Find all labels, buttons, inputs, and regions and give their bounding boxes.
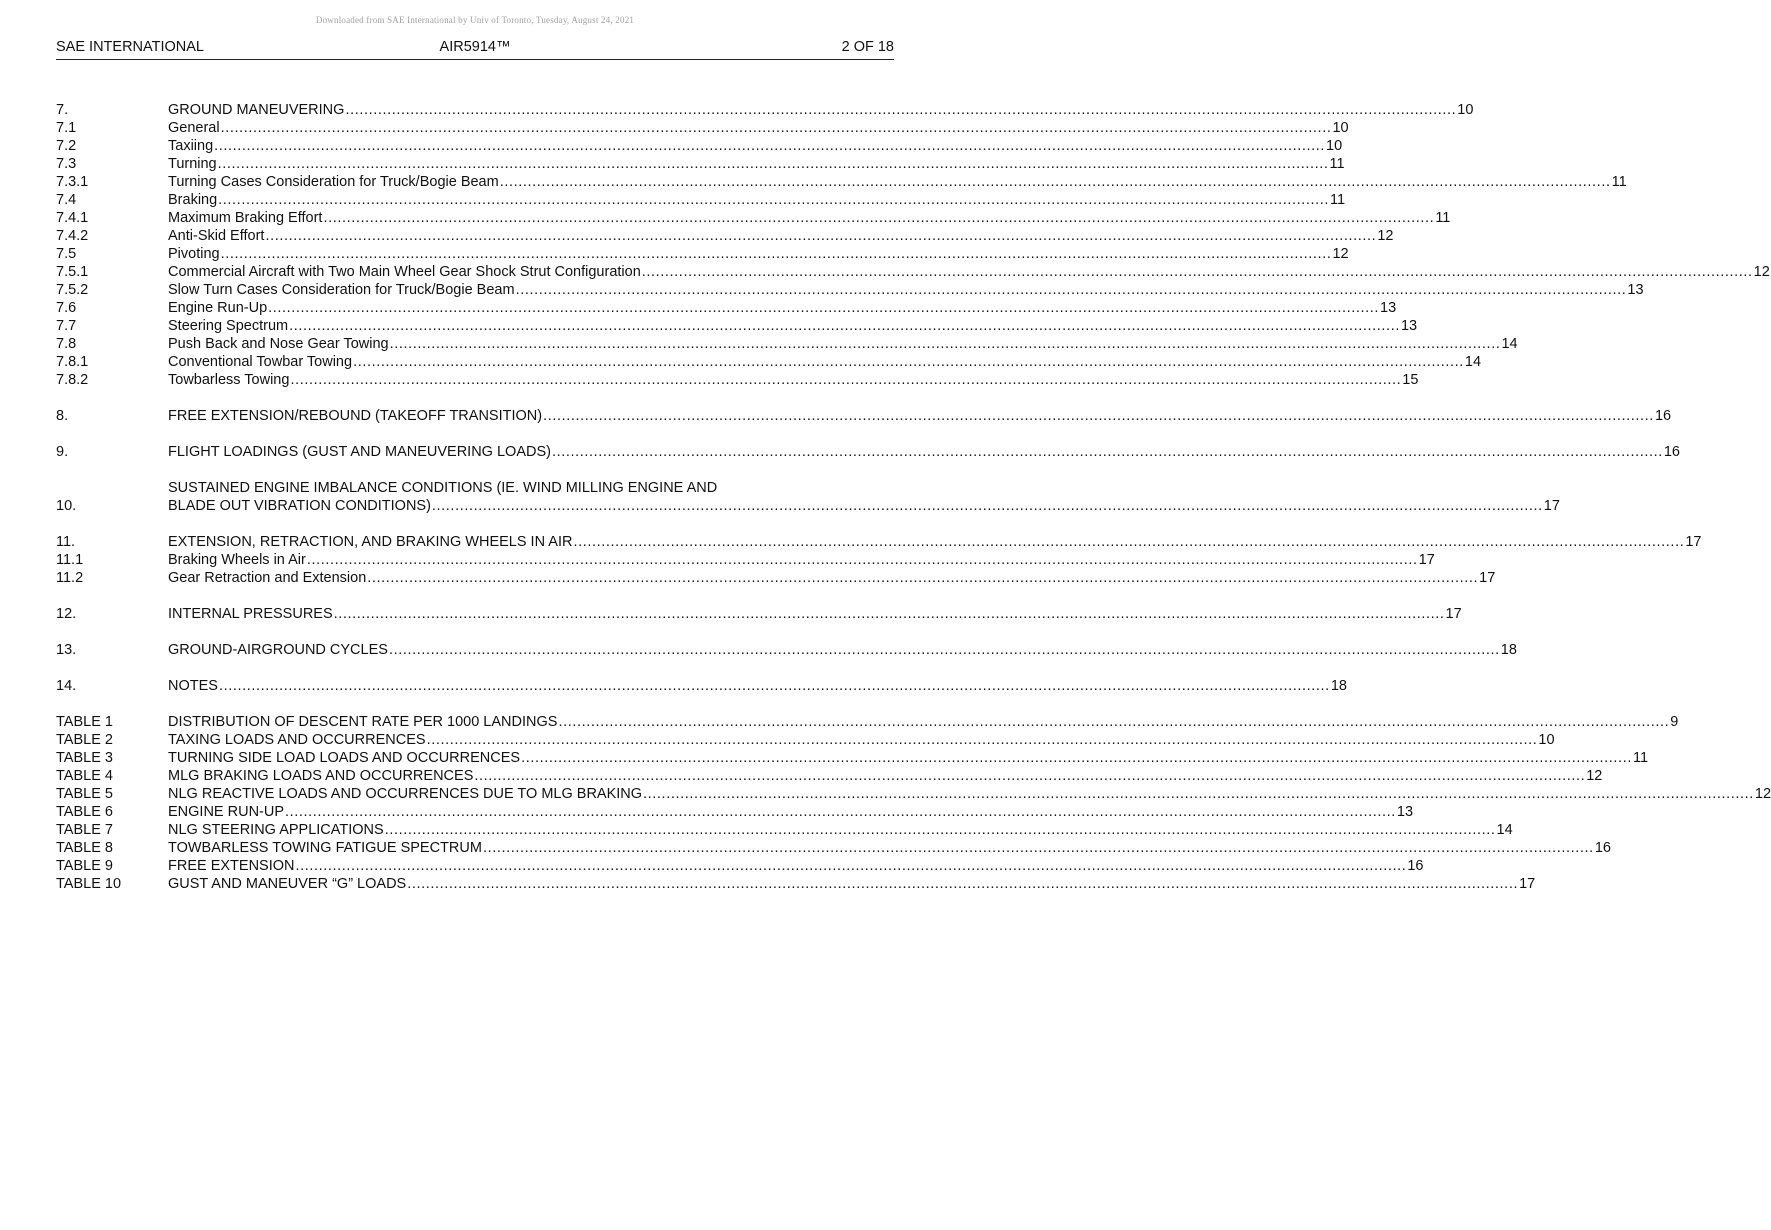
dot-leader: [427, 731, 1538, 749]
toc-entry-title: NOTES: [168, 678, 218, 694]
toc-entry-number: 7.4: [56, 192, 77, 208]
header-page-number: 2 OF 18: [841, 39, 894, 55]
toc-entry-title: ENGINE RUN-UP: [168, 804, 285, 820]
toc-entry-number: 7.2: [56, 138, 77, 154]
dot-leader: [268, 299, 1379, 317]
toc-entry[interactable]: [56, 263, 1770, 281]
dot-leader: [500, 173, 1611, 191]
toc-entry-page: 13: [1396, 804, 1414, 820]
toc-entry-title: Engine Run-Up: [168, 300, 268, 316]
dot-leader: [323, 209, 1434, 227]
toc-entry-page: 16: [1594, 840, 1611, 856]
dot-leader: [474, 767, 1585, 785]
toc-entry-title: Gear Retraction and Extension: [168, 570, 367, 586]
toc-entry[interactable]: [56, 407, 1672, 425]
toc-entry-number: 7.7: [56, 318, 77, 334]
toc-entry[interactable]: [56, 155, 1345, 173]
toc-entry-number: 7.4.1: [56, 210, 89, 226]
toc-entry[interactable]: [56, 569, 1496, 587]
toc-entry-page: 14: [1464, 354, 1482, 370]
toc-entry-number: 11.: [56, 534, 76, 550]
toc-entry-number: 7.8.2: [56, 372, 89, 388]
toc-entry-page: 12: [1586, 768, 1603, 784]
toc-entry-title: FREE EXTENSION: [168, 858, 295, 874]
toc-entry-number: 9.: [56, 444, 69, 460]
toc-entry-page: 13: [1380, 300, 1397, 316]
dot-leader: [296, 857, 1407, 875]
toc-entry[interactable]: [56, 137, 1343, 155]
toc-entry-number: TABLE 7: [56, 822, 113, 838]
dot-leader: [573, 533, 1684, 551]
toc-entry-page: 11: [1632, 750, 1649, 766]
dot-leader: [218, 155, 1329, 173]
page-header: [56, 39, 894, 60]
toc-entry-page: 12: [1753, 264, 1770, 280]
toc-entry[interactable]: [56, 785, 1771, 803]
toc-entry-page: 14: [1501, 336, 1518, 352]
toc-entry-page: 17: [1685, 534, 1702, 550]
toc-entry[interactable]: [56, 299, 1397, 317]
toc-entry-title: TURNING SIDE LOAD LOADS AND OCCURRENCES: [168, 750, 521, 766]
toc-entry[interactable]: [56, 209, 1451, 227]
toc-entry-title: Maximum Braking Effort: [168, 210, 323, 226]
toc-entry-page: 17: [1479, 570, 1496, 586]
toc-entry-title: Turning: [168, 156, 217, 172]
toc-entry-number: 7.5.2: [56, 282, 89, 298]
toc-entry[interactable]: [56, 101, 1474, 119]
toc-entry-number: TABLE 6: [56, 804, 113, 820]
toc-entry-page: 10: [1332, 120, 1349, 136]
toc-entry-page: 17: [1445, 606, 1462, 622]
dot-leader: [289, 317, 1400, 335]
toc-entry-number: 7.8: [56, 336, 77, 352]
toc-entry-number: 7.5: [56, 246, 77, 262]
toc-entry-page: 12: [1754, 786, 1771, 802]
toc-entry-title: Conventional Towbar Towing: [168, 354, 353, 370]
dot-leader: [389, 641, 1500, 659]
toc-entry-page: 11: [1329, 156, 1345, 172]
toc-entry-number: 7.6: [56, 300, 77, 316]
toc-entry-title: Slow Turn Cases Consideration for Truck/Bogie Beam: [168, 282, 515, 298]
toc-entry-title: MLG BRAKING LOADS AND OCCURRENCES: [168, 768, 474, 784]
toc-entry-page: 15: [1402, 372, 1419, 388]
toc-entry-title: Anti-Skid Effort: [168, 228, 265, 244]
dot-leader: [543, 407, 1654, 425]
toc-entry-page: 16: [1663, 444, 1680, 460]
toc-entry[interactable]: [56, 281, 1644, 299]
toc-entry-page: 11: [1611, 174, 1627, 190]
toc-entry-title: Braking Wheels in Air: [168, 552, 306, 568]
toc-entry-title-line1: SUSTAINED ENGINE IMBALANCE CONDITIONS (IE. WIND MILLING ENGINE AND: [168, 480, 718, 496]
dot-leader: [218, 191, 1329, 209]
toc-entry-page: 13: [1627, 282, 1644, 298]
dot-leader: [265, 227, 1376, 245]
toc-entry[interactable]: [56, 821, 1513, 839]
toc-entry-page: 10: [1538, 732, 1555, 748]
dot-leader: [390, 335, 1501, 353]
toc-entry[interactable]: [56, 803, 1414, 821]
toc-entry-title: FREE EXTENSION/REBOUND (TAKEOFF TRANSITION): [168, 408, 543, 424]
toc-entry-title: Steering Spectrum: [168, 318, 289, 334]
toc-entry-title: GROUND MANEUVERING: [168, 102, 345, 118]
toc-entry[interactable]: [56, 767, 1603, 785]
toc-entry-title: EXTENSION, RETRACTION, AND BRAKING WHEELS IN AIR: [168, 534, 573, 550]
toc-entry[interactable]: [56, 245, 1349, 263]
toc-entry-number: 8.: [56, 408, 69, 424]
toc-entry-number: 7.4.2: [56, 228, 89, 244]
toc-entry[interactable]: [56, 479, 1560, 515]
toc-entry-page: 18: [1500, 642, 1517, 658]
toc-entry[interactable]: [56, 605, 1462, 623]
toc-entry-page: 11: [1435, 210, 1451, 226]
download-watermark: Downloaded from SAE International by Univ of Toronto, Tuesday, August 24, 2021: [315, 15, 635, 25]
toc-entry-title: TOWBARLESS TOWING FATIGUE SPECTRUM: [168, 840, 482, 856]
dot-leader: [307, 551, 1418, 569]
dot-leader: [552, 443, 1663, 461]
toc-entry[interactable]: [56, 641, 1517, 659]
dot-leader: [345, 101, 1456, 119]
toc-entry-title: Towbarless Towing: [168, 372, 290, 388]
dot-leader: [285, 803, 1396, 821]
dot-leader: [385, 821, 1496, 839]
toc-entry-page: 17: [1519, 876, 1536, 892]
dot-leader: [221, 245, 1332, 263]
toc-entry-number: 13.: [56, 642, 77, 658]
toc-entry-number: 7.5.1: [56, 264, 89, 280]
toc-entry-title: DISTRIBUTION OF DESCENT RATE PER 1000 LANDINGS: [168, 714, 558, 730]
toc-entry[interactable]: [56, 191, 1346, 209]
toc-entry-number: 7.3: [56, 156, 77, 172]
toc-entry-page: 17: [1543, 498, 1560, 514]
dot-leader: [521, 749, 1632, 767]
toc-entry-page: 12: [1377, 228, 1394, 244]
dot-leader: [334, 605, 1445, 623]
toc-entry-number: 12.: [56, 606, 77, 622]
toc-entry-title: GROUND-AIRGROUND CYCLES: [168, 642, 388, 658]
header-document-id: AIR5914™: [439, 39, 511, 55]
toc-entry[interactable]: [56, 371, 1419, 389]
toc-entry-title: NLG STEERING APPLICATIONS: [168, 822, 384, 838]
dot-leader: [643, 785, 1754, 803]
toc-entry-number: TABLE 10: [56, 876, 122, 892]
dot-leader: [407, 875, 1518, 893]
toc-entry[interactable]: [56, 533, 1702, 551]
dot-leader: [221, 119, 1332, 137]
toc-entry-title: GUST AND MANEUVER “G” LOADS: [168, 876, 407, 892]
toc-entry-number: TABLE 5: [56, 786, 113, 802]
toc-entry-page: 13: [1400, 318, 1418, 334]
toc-entry-page: 10: [1326, 138, 1343, 154]
toc-entry-page: 10: [1457, 102, 1474, 118]
toc-entry-page: 16: [1654, 408, 1672, 424]
dot-leader: [516, 281, 1627, 299]
toc-entry-number: 7.8.1: [56, 354, 89, 370]
toc-entry-title: Commercial Aircraft with Two Main Wheel Gear Shock Strut Configuration: [168, 264, 641, 280]
toc-entry[interactable]: [56, 731, 1555, 749]
toc-entry-number: 7.3.1: [56, 174, 89, 190]
toc-entry-page: 17: [1418, 552, 1435, 568]
toc-entry[interactable]: [56, 443, 1680, 461]
toc-entry-title: General: [168, 120, 220, 136]
toc-entry-number: 7.1: [56, 120, 77, 136]
toc-entry-page: 16: [1407, 858, 1424, 874]
table-of-contents: [56, 101, 1771, 893]
dot-leader: [642, 263, 1753, 281]
toc-entry[interactable]: [56, 749, 1649, 767]
toc-entry[interactable]: [56, 335, 1518, 353]
dot-leader: [558, 713, 1669, 731]
toc-entry-title: INTERNAL PRESSURES: [168, 606, 333, 622]
toc-entry-page: 11: [1330, 192, 1346, 208]
toc-entry[interactable]: [56, 857, 1424, 875]
toc-entry-number: 11.1: [56, 552, 84, 568]
dot-leader: [290, 371, 1401, 389]
header-organization: SAE INTERNATIONAL: [56, 39, 204, 55]
toc-entry-number: 7.: [56, 102, 69, 118]
toc-entry-title: Turning Cases Consideration for Truck/Bogie Beam: [168, 174, 499, 190]
toc-entry-title: Braking: [168, 192, 218, 208]
toc-entry-number: 14.: [56, 678, 77, 694]
toc-entry[interactable]: [56, 317, 1418, 335]
toc-entry[interactable]: [56, 713, 1679, 731]
toc-entry-title: BLADE OUT VIBRATION CONDITIONS): [168, 498, 431, 514]
toc-entry-page: 18: [1330, 678, 1347, 694]
toc-entry[interactable]: [56, 677, 1347, 695]
toc-entry-number: TABLE 2: [56, 732, 113, 748]
toc-entry-number: TABLE 1: [56, 714, 113, 730]
toc-entry-number: 10.: [56, 498, 77, 514]
toc-entry-title: Taxiing: [168, 138, 214, 154]
toc-entry[interactable]: [56, 353, 1482, 371]
dot-leader: [353, 353, 1464, 371]
toc-entry[interactable]: [56, 119, 1349, 137]
dot-leader: [219, 677, 1330, 695]
toc-entry-title: Pivoting: [168, 246, 220, 262]
toc-entry-title: NLG REACTIVE LOADS AND OCCURRENCES DUE TO MLG BRAKING: [168, 786, 643, 802]
dot-leader: [367, 569, 1478, 587]
toc-entry-number: TABLE 3: [56, 750, 113, 766]
toc-entry-title: Push Back and Nose Gear Towing: [168, 336, 389, 352]
toc-entry[interactable]: [56, 839, 1611, 857]
toc-entry-number: TABLE 9: [56, 858, 113, 874]
toc-entry-title: FLIGHT LOADINGS (GUST AND MANEUVERING LOADS): [168, 444, 551, 460]
toc-entry-number: 11.2: [56, 570, 84, 586]
toc-entry-title: TAXING LOADS AND OCCURRENCES: [168, 732, 426, 748]
toc-entry-page: 14: [1496, 822, 1513, 838]
toc-entry[interactable]: [56, 875, 1536, 893]
toc-entry-number: TABLE 8: [56, 840, 113, 856]
dot-leader: [483, 839, 1594, 857]
toc-entry-page: 9: [1670, 714, 1679, 730]
toc-entry[interactable]: [56, 227, 1394, 245]
toc-entry-page: 12: [1332, 246, 1349, 262]
toc-entry[interactable]: [56, 173, 1627, 191]
toc-entry-number: TABLE 4: [56, 768, 113, 784]
dot-leader: [214, 137, 1325, 155]
toc-entry[interactable]: [56, 551, 1435, 569]
dot-leader: [432, 497, 1543, 515]
